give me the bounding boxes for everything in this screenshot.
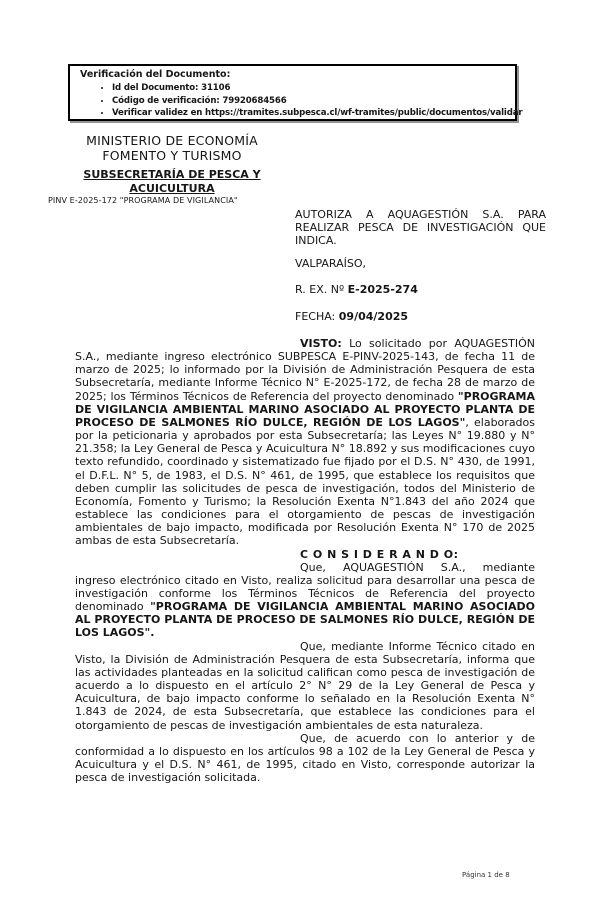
visto-text-1: Lo solicitado por AQUAGESTIÓN S.A., mediante ingreso electrónico SUBPESCA E-PINV-2025-143, de fecha 11 de marzo de 2025; lo informado por la División de Administración Pesquera de esta Subsecretaría, mediante Informe Técnico N° E-2025-172, de fecha 28 de marzo de 2025; los Términos Técnicos de Referencia del proyecto denominado <box>75 337 535 403</box>
verification-code: • Código de verificación: 79920684566 <box>112 95 511 108</box>
resolution-date-label: FECHA: <box>295 310 339 323</box>
resolution-date-value: 09/04/2025 <box>338 310 409 323</box>
visto-paragraph <box>75 337 535 548</box>
department-line-1: SUBSECRETARÍA DE PESCA Y <box>83 168 261 181</box>
ministry-line-2: FOMENTO Y TURISMO <box>102 148 242 163</box>
page-number: Página 1 de 8 <box>462 871 510 879</box>
resolution-subject: AUTORIZA A AQUAGESTIÓN S.A. PARA REALIZAR PESCA DE INVESTIGACIÓN QUE INDICA. <box>295 208 546 248</box>
resolution-number <box>295 283 418 296</box>
considerando-paragraph-2: Que, mediante Informe Técnico citado en Visto, la División de Administración Pesquera de esta Subsecretaría, informa que las actividades planteadas en la solicitud califican como pesca de investigación de acuerdo a lo dispuesto en el artículo 2° N° 29 de la Ley General de Pesca y Acuicultura, de bajo impacto conforme lo señalado en la Resolución Exenta N° 1.843 de 2024, de esta Subsecretaría, que establece las condiciones para el otorgamiento de pescas de investigación ambientales de esta naturaleza. <box>75 639 535 732</box>
considerando-1-text: Que, AQUAGESTIÓN S.A., mediante ingreso electrónico citado en Visto, realiza solicitud para desarrollar una pesca de investigación conforme los Términos Técnicos de Referencia del proyecto denominado <box>75 560 535 614</box>
file-reference: PINV E-2025-172 "PROGRAMA DE VIGILANCIA" <box>48 196 238 205</box>
verification-title: Verificación del Documento: <box>80 69 231 80</box>
ministry-line-1: MINISTERIO DE ECONOMÍA <box>86 133 258 148</box>
visto-text-2: , elaborados por la peticionaria y aprobados por esta Subsecretaría; las Leyes N° 19.880 y N° 21.358; la Ley General de Pesca y Acuicultura N° 18.892 y sus modificaciones cuyo texto refundido, coordinado y sistematizado fue fijado por el D.S. N° 430, de 1991, el D.F.L. N° 5, de 1983, el D.S. N° 461, de 1995, que establece los requisitos que deben cumplir las solicitudes de pesca de investigación, todos del Ministerio de Economía, Fomento y Turismo; la Resolución Exenta N°1.843 del año 2024 que establece las condiciones para el otorgamiento de pescas de investigación ambientales de bajo impacto, modificada por Resolución Exenta N° 170 de 2025 ambas de esta Subsecretaría. <box>75 415 535 548</box>
resolution-number-label: R. EX. Nº <box>295 283 348 296</box>
resolution-number-value: E-2025-274 <box>347 283 418 296</box>
resolution-date <box>295 310 408 323</box>
considerando-heading: C O N S I D E R A N D O: <box>300 547 459 561</box>
letterhead <box>42 133 302 195</box>
verification-url: • Verificar validez en https://tramites.subpesca.cl/wf-tramites/public/documentos/validar <box>112 107 511 120</box>
document-body <box>75 337 535 784</box>
considerando-paragraph-3: Que, de acuerdo con lo anterior y de conformidad a lo dispuesto en los artículos 98 a 102 de la Ley General de Pesca y Acuicultura y el D.S. N° 461, de 1995, citado en Visto, corresponde autorizar la pesca de investigación solicitada. <box>75 731 535 785</box>
document-id: • Id del Documento: 31106 <box>112 82 511 95</box>
department-line-2: ACUICULTURA <box>129 181 215 195</box>
verification-list <box>80 82 523 120</box>
project-title-bold-2: "PROGRAMA DE VIGILANCIA AMBIENTAL MARINO ASOCIADO AL PROYECTO PLANTA DE PROCESO DE SALMONES RÍO DULCE, REGIÓN DE LOS LAGOS". <box>75 600 535 640</box>
visto-label: VISTO: <box>300 337 342 350</box>
verification-box <box>68 64 523 121</box>
considerando-paragraph-1 <box>75 561 535 640</box>
city-line: VALPARAÍSO, <box>295 257 367 270</box>
department-name <box>42 168 302 195</box>
project-title-bold: "PROGRAMA DE VIGILANCIA AMBIENTAL MARINO ASOCIADO AL PROYECTO PLANTA DE PROCESO DE SALMONES RÍO DULCE, REGIÓN DE LOS LAGOS" <box>75 389 535 429</box>
ministry-name <box>42 133 302 163</box>
